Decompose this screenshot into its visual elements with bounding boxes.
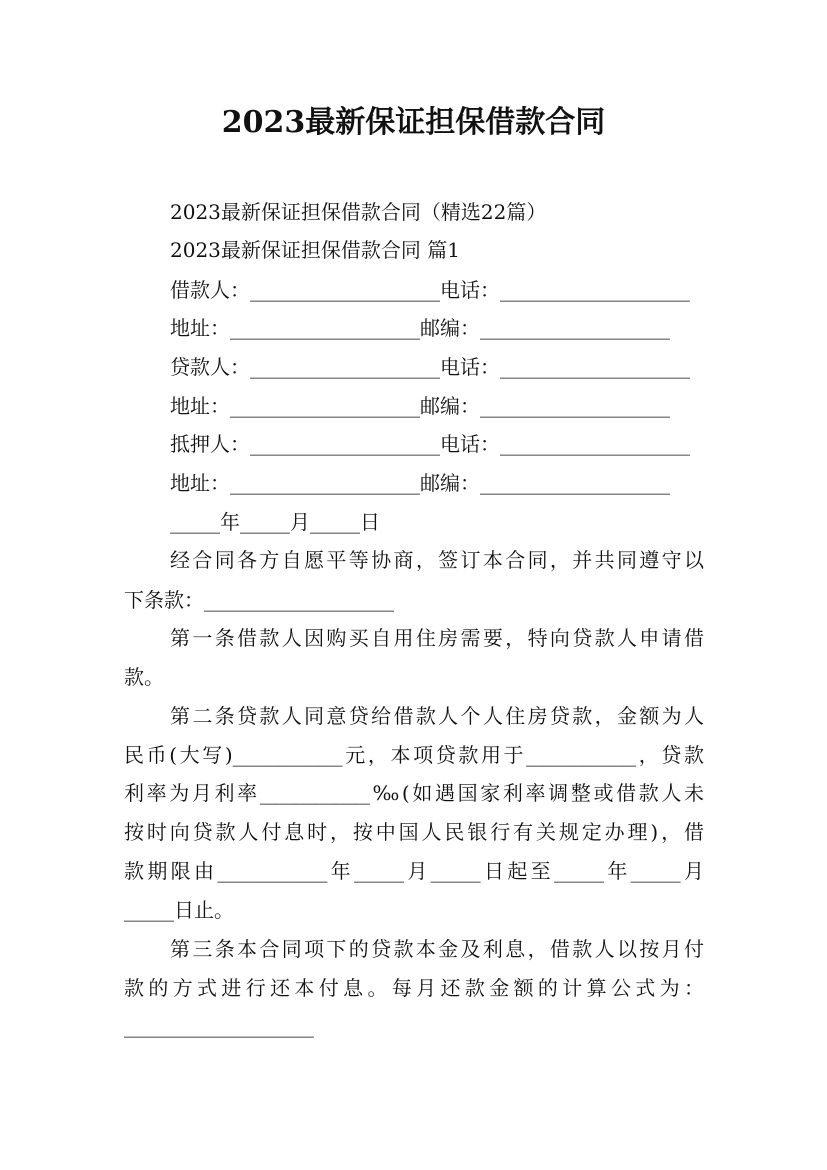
paragraph-line: 款期限由___________年_____月_____日起至_____年_____月 (124, 859, 704, 883)
borrower-field: 借款人：___________________电话：___________________ (170, 278, 690, 302)
lender-address-field: 地址：___________________邮编：___________________ (170, 394, 670, 418)
date-field: _____年_____月_____日 (170, 510, 380, 534)
chapter-heading: 2023最新保证担保借款合同 篇1 (170, 238, 460, 262)
mortgagor-address-field: 地址：___________________邮编：___________________ (170, 471, 670, 495)
document-title: 2023最新保证担保借款合同 (221, 105, 606, 140)
mortgagor-field: 抵押人：___________________电话：___________________ (170, 432, 690, 456)
paragraph-line: 第三条本合同项下的贷款本金及利息，借款人以按月付 (170, 937, 704, 961)
paragraph-line: 款。 (124, 665, 164, 689)
paragraph-line: _____日止。 (124, 898, 234, 922)
paragraph-line: ___________________ (124, 1014, 314, 1038)
paragraph-line: 经合同各方自愿平等协商，签订本合同，并共同遵守以 (170, 548, 704, 572)
document-subtitle: 2023最新保证担保借款合同（精选22篇） (170, 200, 547, 224)
paragraph-line: 民币(大写)___________元，本项贷款用于___________，贷款 (124, 743, 704, 767)
paragraph-line: 款的方式进行还本付息。每月还款金额的计算公式为： (124, 976, 704, 1000)
paragraph-line: 利率为月利率___________‰(如遇国家利率调整或借款人未 (124, 781, 704, 805)
borrower-address-field: 地址：___________________邮编：___________________ (170, 316, 670, 340)
paragraph-line: 第一条借款人因购买自用住房需要，特向贷款人申请借 (170, 626, 704, 650)
paragraph-line: 按时向贷款人付息时，按中国人民银行有关规定办理)，借 (124, 820, 704, 844)
lender-field: 贷款人：___________________电话：___________________ (170, 355, 690, 379)
paragraph-line: 第二条贷款人同意贷给借款人个人住房贷款，金额为人 (170, 704, 704, 728)
paragraph-line: 下条款：___________________ (124, 588, 394, 612)
